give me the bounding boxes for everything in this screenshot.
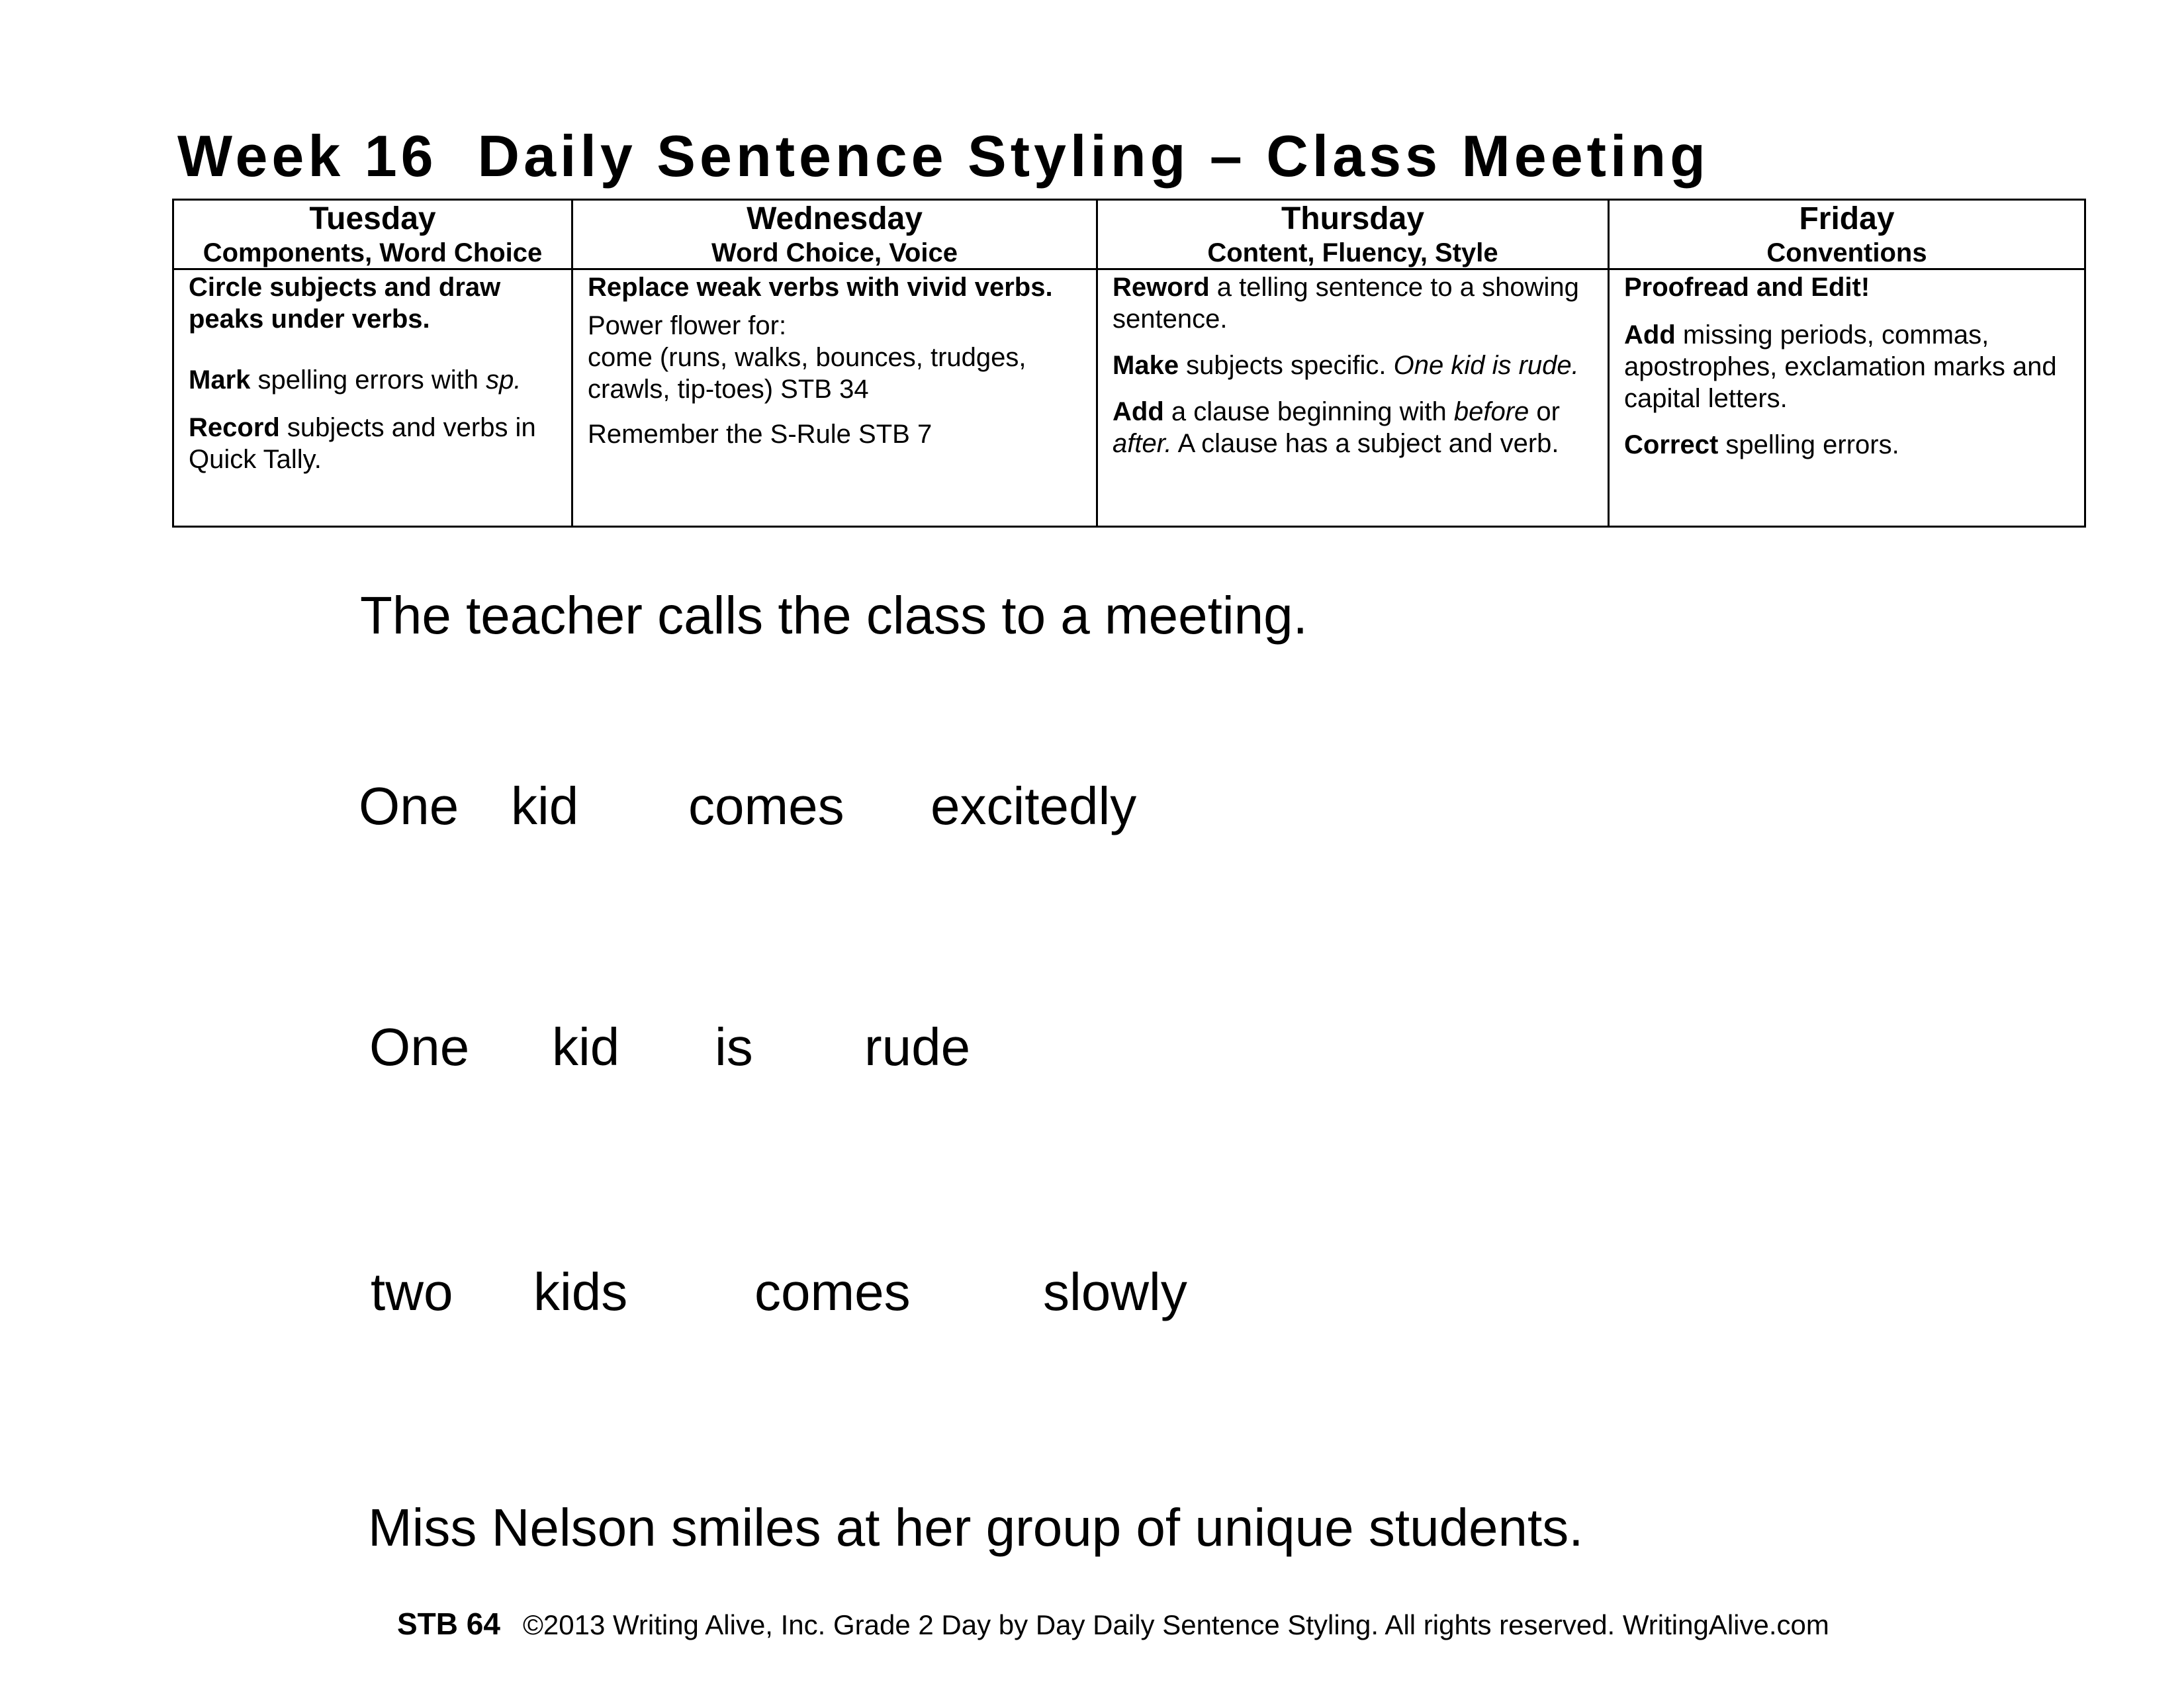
sentence-word: One xyxy=(359,776,459,835)
focus-label: Components, Word Choice xyxy=(203,238,543,267)
task-text: Proofread and Edit! xyxy=(1624,273,1870,302)
sentence-word: slowly xyxy=(1043,1262,1187,1321)
day-label: Thursday xyxy=(1281,201,1425,236)
day-label: Wednesday xyxy=(747,201,923,236)
day-label: Tuesday xyxy=(309,201,436,236)
header-friday xyxy=(1609,200,2085,269)
sentence-word: One xyxy=(369,1017,470,1076)
sentence-word: comes xyxy=(688,776,844,835)
task-text: Add missing periods, commas, apostrophes, exclamation marks and capital letters. xyxy=(1624,320,2057,413)
task-text: Power flower for: come (runs, walks, bounces, trudges, crawls, tip-toes) STB 34 xyxy=(588,311,1026,404)
header-wednesday xyxy=(572,200,1097,269)
task-text: Replace weak verbs with vivid verbs. xyxy=(588,273,1053,302)
task-text: Circle subjects and draw peaks under verbs. xyxy=(189,273,501,334)
final-sentence: Miss Nelson smiles at her group of unique students. xyxy=(368,1498,1584,1557)
task-text: Reword a telling sentence to a showing sentence. xyxy=(1113,273,1579,334)
weekly-task-table xyxy=(172,199,2086,528)
thursday-tasks xyxy=(1097,269,1609,527)
sentence-word: is xyxy=(715,1017,753,1076)
copyright-text: ©2013 Writing Alive, Inc. Grade 2 Day by Day Daily Sentence Styling. All rights reserved. WritingAlive.com xyxy=(522,1609,1829,1640)
model-sentence: The teacher calls the class to a meeting. xyxy=(360,586,1308,645)
task-text: Add a clause beginning with before or after. A clause has a subject and verb. xyxy=(1113,397,1560,458)
sentence-word: comes xyxy=(754,1262,911,1321)
page-footer xyxy=(397,1606,1829,1642)
header-tuesday xyxy=(173,200,572,269)
focus-label: Content, Fluency, Style xyxy=(1207,238,1498,267)
sentence-word: kid xyxy=(511,776,579,835)
task-text: Mark spelling errors with sp. xyxy=(189,365,522,395)
focus-label: Conventions xyxy=(1766,238,1927,267)
sentence-word: two xyxy=(371,1262,453,1321)
header-thursday xyxy=(1097,200,1609,269)
table-header-row xyxy=(173,200,2085,269)
page-code: STB 64 xyxy=(397,1607,500,1641)
page-title: Week 16 Daily Sentence Styling – Class Meeting xyxy=(177,123,1709,189)
wednesday-tasks xyxy=(572,269,1097,527)
sentence-word: kid xyxy=(552,1017,620,1076)
task-text: Record subjects and verbs in Quick Tally. xyxy=(189,413,536,474)
task-text: Correct spelling errors. xyxy=(1624,430,1899,459)
sentence-word: kids xyxy=(533,1262,628,1321)
day-label: Friday xyxy=(1799,201,1895,236)
table-body-row xyxy=(173,269,2085,527)
friday-tasks xyxy=(1609,269,2085,527)
task-text: Remember the S-Rule STB 7 xyxy=(588,420,933,449)
task-text: Make subjects specific. One kid is rude. xyxy=(1113,351,1579,380)
tuesday-tasks xyxy=(173,269,572,527)
sentence-word: excitedly xyxy=(931,776,1137,835)
sentence-word: rude xyxy=(864,1017,971,1076)
focus-label: Word Choice, Voice xyxy=(711,238,958,267)
